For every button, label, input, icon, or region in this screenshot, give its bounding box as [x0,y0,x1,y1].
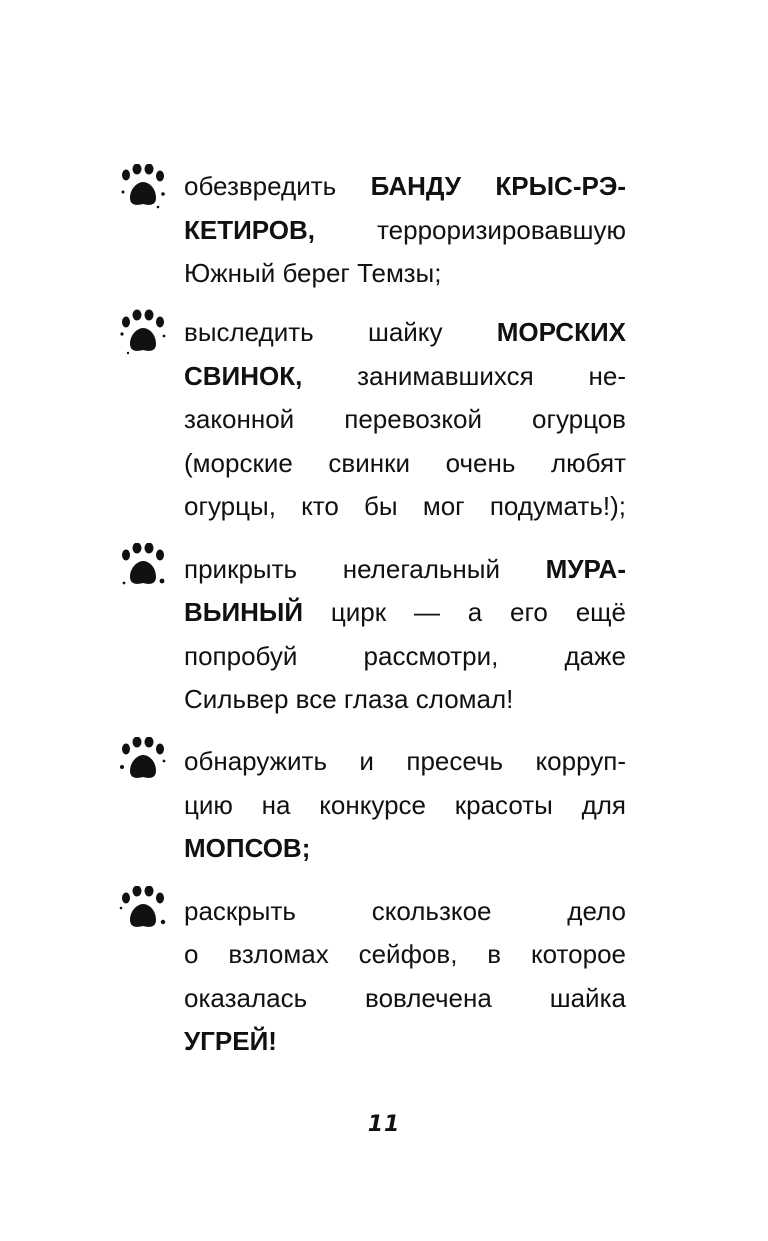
text-run: обнаружить и пресечь корруп- [184,746,626,776]
text-line [184,1024,626,1058]
text-run: оказалась вовлечена шайка [184,983,626,1013]
text-run: цирк — а его ещё [330,597,626,627]
bold-term: МОПСОВ; [184,833,311,863]
text-line [184,937,626,971]
text-run: Южный берег Темзы; [184,258,442,288]
bold-term: КЕТИРОВ, [184,215,378,245]
text-run: цию на конкурсе красоты для [184,790,626,820]
paw-print-icon [118,737,168,783]
text-line [184,402,626,436]
bold-term: ВЬИНЫЙ [184,597,331,627]
paw-print-icon [118,543,168,589]
paw-print-icon [118,886,168,932]
text-line [184,682,626,716]
bold-term: БАНДУ КРЫС-РЭ- [370,171,626,201]
paw-print-icon [118,164,168,210]
text-line [184,552,626,586]
text-line [184,595,626,629]
text-line [184,639,626,673]
bold-term: МОРСКИХ [496,317,626,347]
text-run: выследить шайку [184,317,497,347]
text-run: занимавшихся не- [357,361,626,391]
text-run: раскрыть скользкое дело [184,896,626,926]
text-run: (морские свинки очень любят [184,448,626,478]
text-line [184,256,626,290]
text-line [184,446,626,480]
bold-term: УГРЕЙ! [184,1026,277,1056]
text-line [184,894,626,928]
text-line [184,981,626,1015]
text-line [184,315,626,349]
text-line [184,788,626,822]
text-run: о взломах сейфов, в которое [184,939,626,969]
text-run: прикрыть нелегальный [184,554,546,584]
bold-term: МУРА- [545,554,626,584]
bold-term: СВИНОК, [184,361,358,391]
text-run: обезвредить [184,171,371,201]
text-line [184,169,626,203]
text-line [184,359,626,393]
page-number: 11 [367,1112,401,1137]
text-run: Сильвер все глаза сломал! [184,684,514,714]
text-run: огурцы, кто бы мог подумать!); [184,491,626,521]
text-run: попробуй рассмотри, даже [184,641,626,671]
text-run: терроризировавшую [377,215,626,245]
text-run: законной перевозкой огурцов [184,404,626,434]
text-line [184,831,626,865]
text-line [184,489,626,523]
paw-print-icon [118,309,168,355]
text-line [184,744,626,778]
text-line [184,213,626,247]
